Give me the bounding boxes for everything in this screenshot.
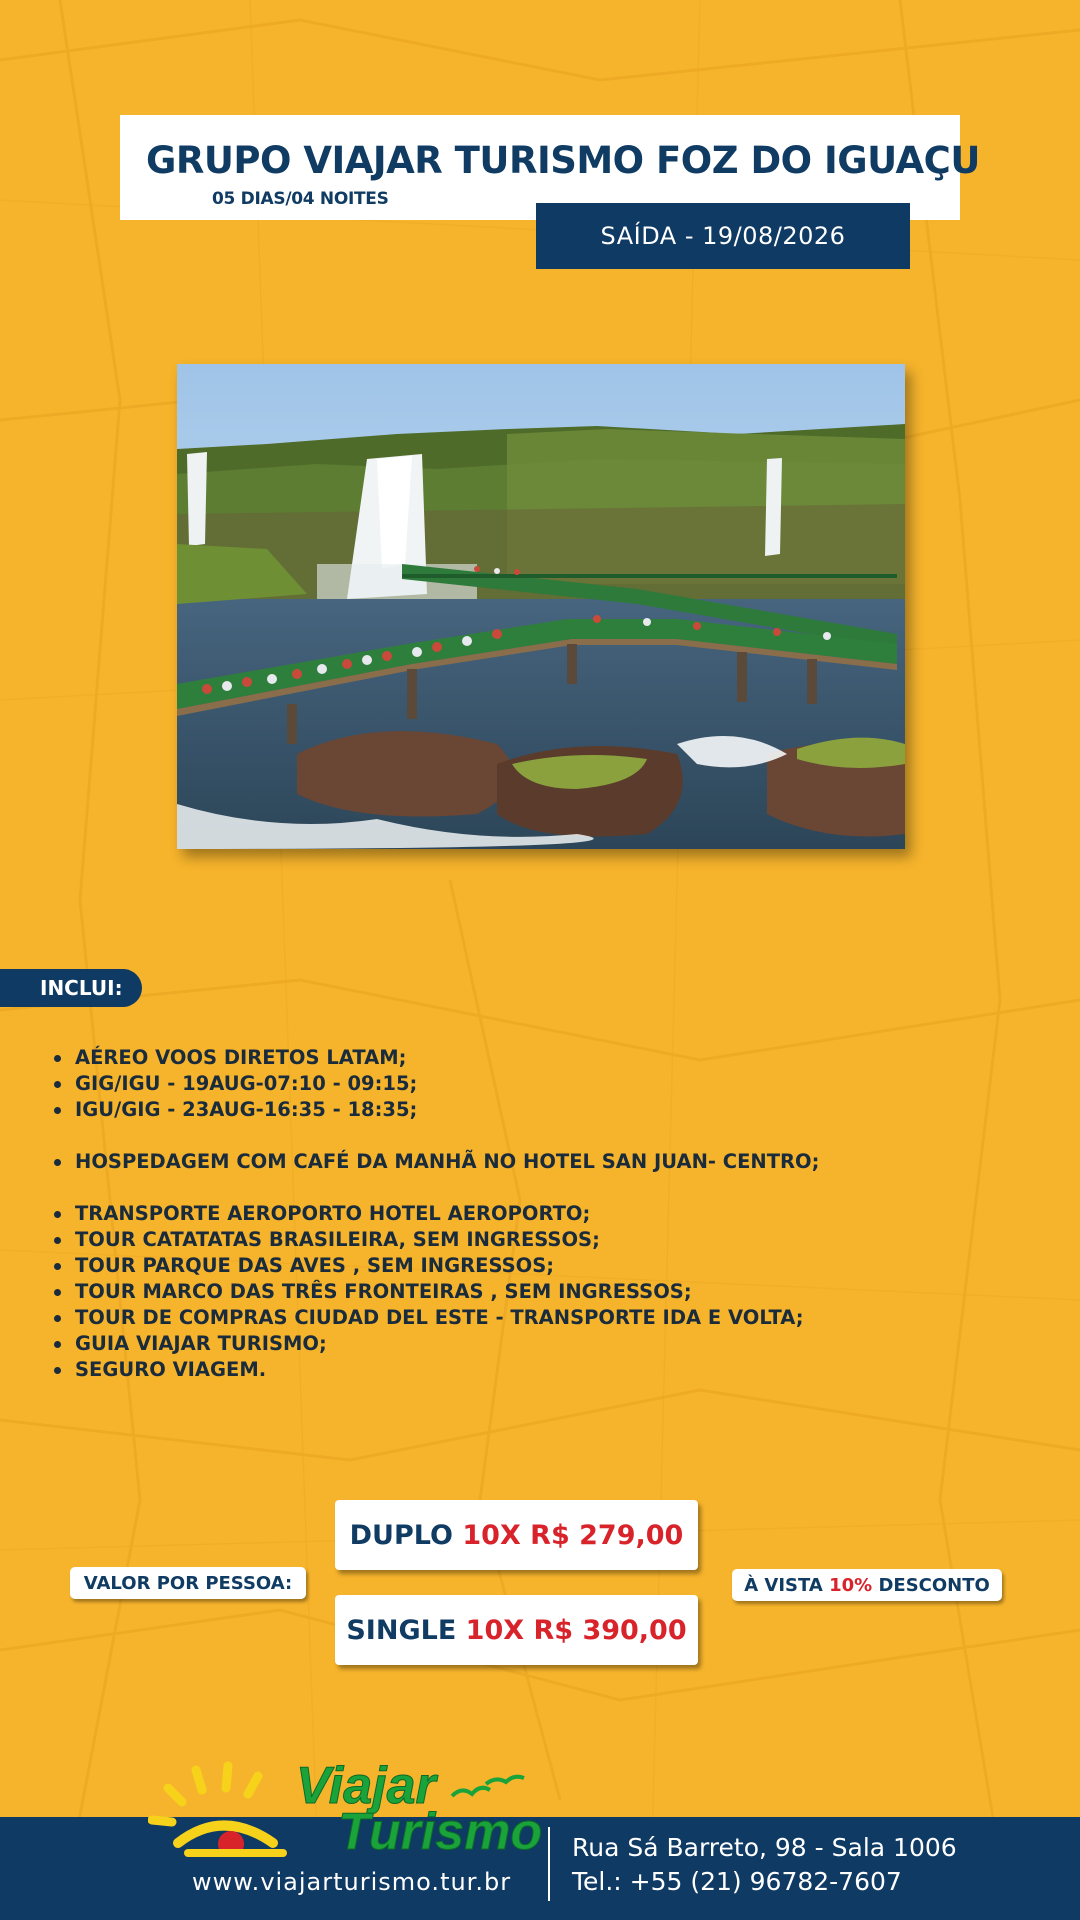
website-link[interactable]: www.viajarturismo.tur.br [192, 1868, 512, 1896]
waterfall-photo [177, 364, 905, 849]
double-price-box [335, 1500, 698, 1570]
single-price-box [335, 1595, 698, 1665]
address-text: Rua Sá Barreto, 98 - Sala 1006 [572, 1833, 957, 1862]
includes-list [50, 1045, 819, 1383]
double-room-label: DUPLO [349, 1519, 453, 1551]
list-item: IGU/GIG - 23AUG-16:35 - 18:35; [50, 1097, 819, 1123]
cash-suffix: DESCONTO [878, 1574, 990, 1596]
single-room-price: 10X R$ 390,00 [465, 1614, 687, 1646]
cash-prefix: À VISTA [744, 1574, 823, 1596]
phone-text: Tel.: +55 (21) 96782-7607 [572, 1867, 902, 1896]
list-item: TOUR PARQUE DAS AVES , SEM INGRESSOS; [50, 1253, 819, 1279]
departure-date-badge: SAÍDA - 19/08/2026 [536, 203, 910, 269]
per-person-label: VALOR POR PESSOA: [70, 1567, 306, 1599]
footer-divider [548, 1827, 550, 1901]
sun-logo-icon [148, 1758, 308, 1858]
list-item: GUIA VIAJAR TURISMO; [50, 1331, 819, 1357]
list-item: TRANSPORTE AEROPORTO HOTEL AEROPORTO; [50, 1201, 819, 1227]
list-item: TOUR MARCO DAS TRÊS FRONTEIRAS , SEM INGRESSOS; [50, 1279, 819, 1305]
includes-label: INCLUI: [0, 969, 142, 1007]
list-item: SEGURO VIAGEM. [50, 1357, 819, 1383]
list-item: TOUR CATATATAS BRASILEIRA, SEM INGRESSOS; [50, 1227, 819, 1253]
birds-icon [450, 1774, 530, 1814]
list-item: HOSPEDAGEM COM CAFÉ DA MANHÃ NO HOTEL SAN JUAN- CENTRO; [50, 1149, 819, 1175]
single-room-label: SINGLE [346, 1614, 457, 1646]
list-item: TOUR DE COMPRAS CIUDAD DEL ESTE - TRANSPORTE IDA E VOLTA; [50, 1305, 819, 1331]
logo-word-viajar: Viajar [296, 1757, 436, 1815]
list-item: AÉREO VOOS DIRETOS LATAM; [50, 1045, 819, 1071]
double-room-price: 10X R$ 279,00 [462, 1519, 684, 1551]
duration-label: 05 DIAS/04 NOITES [212, 189, 389, 209]
list-item: GIG/IGU - 19AUG-07:10 - 09:15; [50, 1071, 819, 1097]
cash-discount-value: 10% [829, 1574, 873, 1596]
cash-discount-badge [732, 1569, 1002, 1601]
logo-word-turismo: Turismo [338, 1803, 543, 1861]
page-title: GRUPO VIAJAR TURISMO FOZ DO IGUAÇU [146, 139, 980, 182]
